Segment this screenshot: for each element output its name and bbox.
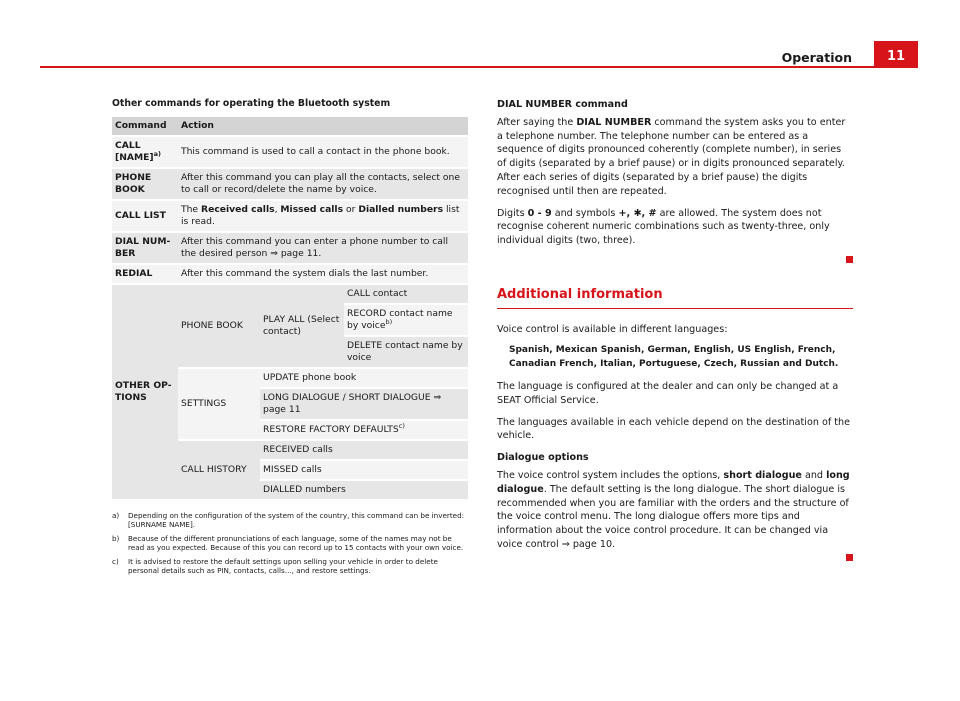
page-number: 11 — [874, 41, 918, 67]
dial-number-label: DIAL NUMBER — [576, 116, 652, 128]
digits-label: 0 - 9 — [527, 207, 552, 219]
header-title: Operation — [781, 50, 852, 65]
action-cell — [178, 200, 468, 232]
body-text: command the system asks you to enter a telephone number. The telephone number can be entered as a sequence of digits pronounced coherently (complete number), in series of digits (separated by a brief pause) or in digits pronounced separately. After each series of digits (separated by a brief pause) the digits recognised until then are repeated. — [497, 116, 846, 197]
received-calls-option: RECEIVED calls — [260, 440, 468, 460]
language-availability-paragraph: The languages available in each vehicle depend on the destination of the vehicle. — [497, 416, 851, 442]
footnote-label: c) — [112, 556, 119, 566]
body-text: and symbols — [551, 207, 619, 219]
command-cell-other-options: OTHER OP-TIONS — [112, 284, 178, 500]
table-row — [112, 200, 468, 232]
footnotes — [112, 511, 468, 575]
action-cell: After this command the system dials the last number. — [178, 264, 468, 284]
long-dialogue-label: long dialogue — [497, 469, 850, 495]
action-text: list is read. — [181, 204, 460, 227]
missed-calls-label: Missed calls — [280, 204, 344, 215]
restore-defaults-option — [260, 420, 468, 440]
body-text: are allowed. The system does not recognise coherent numeric combinations such as twenty-three, only individual digits (two, three). — [497, 207, 830, 247]
section-end-marker-icon — [846, 256, 853, 263]
action-cell: This command is used to call a contact in the phone book. — [178, 136, 468, 168]
footnote-text: It is advised to restore the default settings upon selling your vehicle in order to delete personal details such as PIN, contacts, calls..., and restore settings. — [128, 556, 438, 576]
action-text: or — [343, 204, 359, 215]
right-column — [497, 98, 853, 566]
action-cell: After this command you can play all the contacts, select one to call or record/delete the name by voice. — [178, 168, 468, 200]
dial-number-paragraph — [497, 116, 853, 199]
end-marker-wrap — [497, 552, 853, 566]
delete-contact-option: DELETE contact name by voice — [344, 336, 468, 368]
body-text: The voice control system includes the options, — [497, 469, 724, 481]
footnote-ref: c) — [398, 421, 405, 430]
option-text: RECORD contact name by voice — [347, 308, 453, 331]
command-cell — [112, 136, 178, 168]
footnote-ref: b) — [385, 317, 393, 326]
action-text: , — [274, 204, 281, 215]
language-config-paragraph: The language is configured at the dealer and can only be changed at a SEAT Official Service. — [497, 380, 839, 406]
table-row — [112, 284, 468, 304]
table-row — [112, 232, 468, 264]
record-contact-option — [344, 304, 468, 336]
dialogue-options-paragraph — [497, 469, 853, 552]
body-text: and — [801, 469, 827, 481]
section-title: Additional information — [497, 286, 663, 302]
footnote-text: Depending on the configuration of the system of the country, this command can be inverted: [SURNAME NAME]. — [128, 511, 465, 530]
table-title: Other commands for operating the Bluetooth system — [112, 98, 391, 109]
command-cell: DIAL NUM-BER — [112, 232, 178, 264]
update-phone-book-option: UPDATE phone book — [260, 368, 468, 388]
option-text: RESTORE FACTORY DEFAULTS — [263, 424, 399, 435]
column-header-command: Command — [112, 117, 178, 136]
dialled-numbers-label: Dialled numbers — [358, 204, 444, 215]
action-cell: After this command you can enter a phone number to call the desired person ⇒ page 11. — [178, 232, 468, 264]
languages-intro: Voice control is available in different languages: — [497, 323, 728, 335]
action-text: The — [181, 204, 202, 215]
header-rule — [40, 66, 918, 68]
table-row — [112, 168, 468, 200]
play-all-option: PLAY ALL (Select contact) — [260, 284, 344, 368]
missed-calls-option: MISSED calls — [260, 460, 468, 480]
command-cell: PHONE BOOK — [112, 168, 178, 200]
command-cell: CALL LIST — [112, 200, 178, 232]
column-header-action: Action — [178, 117, 468, 136]
received-calls-label: Received calls — [201, 204, 275, 215]
body-text: Digits — [497, 207, 528, 219]
command-text: CALL [NAME] — [115, 140, 154, 163]
call-history-option: CALL HISTORY — [178, 440, 260, 500]
dialogue-mode-option: LONG DIALOGUE / SHORT DIALOGUE ⇒ page 11 — [260, 388, 468, 420]
dialogue-options-heading: Dialogue options — [497, 452, 589, 464]
table-row — [112, 136, 468, 168]
commands-table — [112, 117, 468, 501]
phone-book-option: PHONE BOOK — [178, 284, 260, 368]
footnote-text: Because of the different pronunciations of each language, some of the names may not be read as you expected. Because of this you can record up to 15 contacts with your own voice. — [128, 533, 464, 553]
body-text: After saying the — [497, 116, 577, 128]
short-dialogue-label: short dialogue — [723, 469, 802, 481]
end-marker-wrap — [497, 254, 853, 268]
symbols-label: +, ✱, # — [618, 207, 657, 219]
table-header-row — [112, 117, 468, 136]
languages-list: Spanish, Mexican Spanish, German, English, US English, French, Canadian French, Italian, Portuguese, Czech, Russian and Dutch. — [509, 345, 839, 370]
table-row — [112, 264, 468, 284]
call-contact-option: CALL contact — [344, 284, 468, 304]
footnote-ref: a) — [153, 149, 161, 158]
section-end-marker-icon — [846, 554, 853, 561]
dial-number-heading: DIAL NUMBER command — [497, 99, 628, 110]
footnote — [112, 557, 468, 576]
footnote-label: a) — [112, 511, 120, 520]
body-text: . The default setting is the long dialogue. The short dialogue is recommended when you are familiar with the orders and the structure of the voice control menu. The long dialogue offers more tips and information about the voice control procedure. It can be changed via voice control ⇒ page 10. — [497, 483, 849, 550]
footnote — [112, 534, 468, 553]
digits-paragraph — [497, 207, 853, 248]
footnote-label: b) — [112, 533, 120, 543]
footnote — [112, 511, 468, 530]
dialled-numbers-option: DIALLED numbers — [260, 480, 468, 500]
section-rule — [497, 308, 853, 309]
left-column — [112, 98, 468, 579]
command-cell: REDIAL — [112, 264, 178, 284]
settings-option: SETTINGS — [178, 368, 260, 440]
